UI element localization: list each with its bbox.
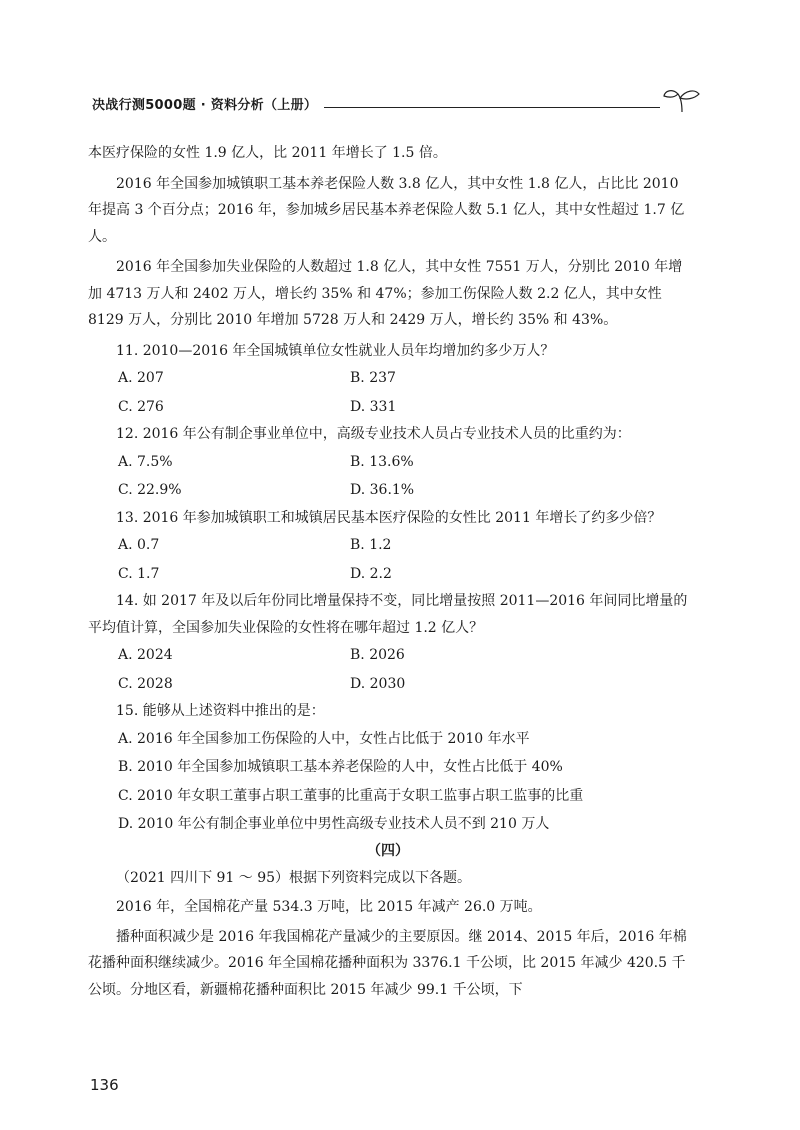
option-c: C. 2010 年女职工董事占职工董事的比重高于女职工监事占职工监事的比重 xyxy=(118,787,584,804)
option-d: D. 2010 年公有制企事业单位中男性高级专业技术人员不到 210 万人 xyxy=(118,816,550,832)
paragraph: 本医疗保险的女性 1.9 亿人，比 2011 年增长了 1.5 倍。 xyxy=(88,145,447,161)
option-a: A. 207 xyxy=(118,370,164,386)
option-d: D. 331 xyxy=(350,398,397,415)
section-title: （四） xyxy=(367,842,409,859)
page-content xyxy=(88,140,688,1003)
question-stem: 14. 如 2017 年及以后年份同比增量保持不变，同比增量按照 2011—2016 年间同比增量的平均值计算，全国参加失业保险的女性将在哪年超过 1.2 亿人？ xyxy=(88,593,688,636)
option-d: D. 36.1% xyxy=(350,482,415,498)
option-b: B. 13.6% xyxy=(350,453,414,470)
sprout-icon xyxy=(662,86,702,114)
option-d: D. 2.2 xyxy=(350,565,392,582)
page-number: 136 xyxy=(90,1076,119,1094)
option-b: B. 2026 xyxy=(350,647,405,663)
question-stem: 11. 2010—2016 年全国城镇单位女性就业人员年均增加约多少万人？ xyxy=(116,342,555,359)
paragraph: 播种面积减少是 2016 年我国棉花产量减少的主要原因。继 2014、2015 年后，2016 年棉花播种面积继续减少。2016 年全国棉花播种面积为 3376.1 千公顷，比 2015 年减少 420.5 千公顷。分地区看，新疆棉花播种面积比 2015 年减少 99.1 千公顷，下 xyxy=(88,928,687,998)
question-12 xyxy=(88,421,688,505)
question-15 xyxy=(88,698,688,839)
option-b: B. 1.2 xyxy=(350,537,392,553)
option-b: B. 2010 年全国参加城镇职工基本养老保险的人中，女性占比低于 40% xyxy=(118,759,563,775)
option-a: A. 0.7 xyxy=(118,537,160,553)
paragraph: 2016 年全国参加城镇职工基本养老保险人数 3.8 亿人，其中女性 1.8 亿人，占比比 2010 年提高 3 个百分点；2016 年，参加城乡居民基本养老保险人数 5.1 亿人，其中女性超过 1.7 亿人。 xyxy=(88,175,685,245)
option-a: A. 2016 年全国参加工伤保险的人中，女性占比低于 2010 年水平 xyxy=(118,730,530,747)
question-14 xyxy=(88,588,688,698)
option-c: C. 2028 xyxy=(118,675,173,692)
book-title: 决战行测5000题 · 资料分析（上册） xyxy=(92,98,318,113)
question-11 xyxy=(88,338,688,422)
option-c: C. 276 xyxy=(118,398,164,415)
option-a: A. 2024 xyxy=(118,647,173,663)
section-intro: （2021 四川下 91 ～ 95）根据下列资料完成以下各题。 xyxy=(116,869,472,886)
paragraph: 2016 年，全国棉花产量 534.3 万吨，比 2015 年减产 26.0 万吨。 xyxy=(116,899,542,915)
option-b: B. 237 xyxy=(350,370,396,386)
question-13 xyxy=(88,505,688,589)
option-c: C. 22.9% xyxy=(118,482,182,498)
header-rule xyxy=(324,107,660,108)
option-a: A. 7.5% xyxy=(118,453,173,470)
option-d: D. 2030 xyxy=(350,675,406,692)
option-c: C. 1.7 xyxy=(118,565,160,582)
question-stem: 13. 2016 年参加城镇职工和城镇居民基本医疗保险的女性比 2011 年增长了约多少倍？ xyxy=(116,509,662,526)
paragraph: 2016 年全国参加失业保险的人数超过 1.8 亿人，其中女性 7551 万人，分别比 2010 年增加 4713 万人和 2402 万人，增长约 35% 和 47%；参加工伤保险人数 2.2 亿人，其中女性 8129 万人，分别比 2010 年增加 5728 万人和 2429 万人，增长约 35% 和 43%。 xyxy=(88,259,683,328)
question-stem: 15. 能够从上述资料中推出的是： xyxy=(116,703,325,719)
running-header xyxy=(92,94,702,120)
question-stem: 12. 2016 年公有制企事业单位中，高级专业技术人员占专业技术人员的比重约为： xyxy=(116,426,631,442)
